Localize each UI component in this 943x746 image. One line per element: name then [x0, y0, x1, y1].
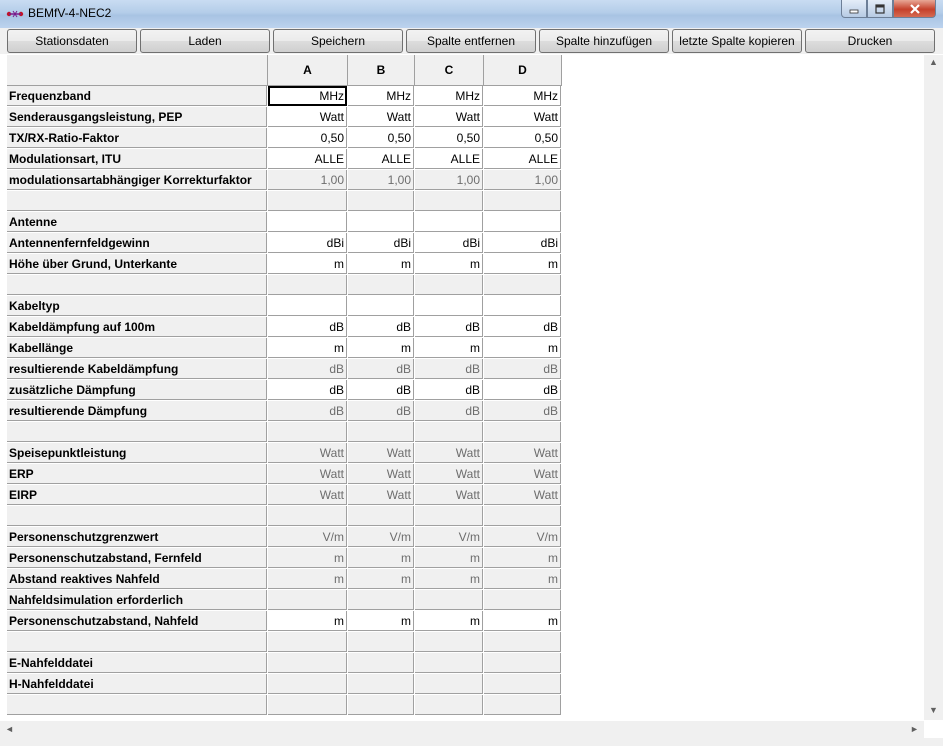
cell-d: V/m	[484, 527, 561, 547]
cell-c[interactable]: ALLE	[415, 149, 483, 169]
cell-b	[348, 674, 414, 694]
cell-d[interactable]: dB	[484, 317, 561, 337]
cell-d[interactable]	[484, 212, 561, 232]
cell-a: m	[268, 548, 347, 568]
cell-d[interactable]: ALLE	[484, 149, 561, 169]
cell-c[interactable]: m	[415, 338, 483, 358]
cell-b: Watt	[348, 443, 414, 463]
maximize-icon	[875, 4, 885, 14]
row-label: Abstand reaktives Nahfeld	[7, 569, 267, 589]
title-bar	[0, 0, 943, 28]
cell-d	[484, 695, 561, 715]
cell-d	[484, 422, 561, 442]
cell-a	[268, 695, 347, 715]
letzte-spalte-kopieren-button[interactable]: letzte Spalte kopieren	[672, 29, 802, 53]
cell-c[interactable]: 0,50	[415, 128, 483, 148]
row-label	[7, 632, 267, 652]
row-label	[7, 191, 267, 211]
row-label: resultierende Kabeldämpfung	[7, 359, 267, 379]
cell-a[interactable]: m	[268, 254, 347, 274]
laden-button[interactable]: Laden	[140, 29, 270, 53]
row-label	[7, 695, 267, 715]
cell-c	[415, 674, 483, 694]
cell-b[interactable]: MHz	[348, 86, 414, 106]
speichern-button[interactable]: Speichern	[273, 29, 403, 53]
row-label	[7, 275, 267, 295]
cell-c	[415, 632, 483, 652]
cell-b: m	[348, 569, 414, 589]
cell-d[interactable]: MHz	[484, 86, 561, 106]
row-label: Antenne	[7, 212, 267, 232]
cell-b: Watt	[348, 464, 414, 484]
vertical-scrollbar[interactable]	[924, 55, 943, 720]
cell-a[interactable]: dB	[268, 380, 347, 400]
cell-d[interactable]: 0,50	[484, 128, 561, 148]
cell-c: Watt	[415, 485, 483, 505]
data-grid-area	[0, 54, 943, 746]
cell-b: 1,00	[348, 170, 414, 190]
column-header-c[interactable]: C	[415, 55, 484, 86]
cell-a	[268, 674, 347, 694]
row-label: H-Nahfelddatei	[7, 674, 267, 694]
cell-a[interactable]: m	[268, 338, 347, 358]
cell-c: dB	[415, 401, 483, 421]
cell-a	[268, 506, 347, 526]
cell-a	[268, 590, 347, 610]
cell-c[interactable]: m	[415, 254, 483, 274]
cell-b[interactable]	[348, 212, 414, 232]
cell-b[interactable]: m	[348, 338, 414, 358]
cell-d[interactable]: dB	[484, 380, 561, 400]
cell-b[interactable]: dB	[348, 317, 414, 337]
cell-a: 1,00	[268, 170, 347, 190]
cell-b[interactable]: Watt	[348, 107, 414, 127]
cell-d[interactable]: m	[484, 254, 561, 274]
cell-b	[348, 275, 414, 295]
cell-b[interactable]: ALLE	[348, 149, 414, 169]
cell-a: Watt	[268, 485, 347, 505]
cell-d: m	[484, 548, 561, 568]
row-label: TX/RX-Ratio-Faktor	[7, 128, 267, 148]
cell-c[interactable]: MHz	[415, 86, 483, 106]
cell-b[interactable]: m	[348, 611, 414, 631]
cell-b: m	[348, 548, 414, 568]
column-header-b[interactable]: B	[348, 55, 415, 86]
row-label: Modulationsart, ITU	[7, 149, 267, 169]
cell-c: V/m	[415, 527, 483, 547]
toolbar	[0, 28, 943, 54]
minimize-button[interactable]	[841, 0, 867, 18]
cell-d	[484, 191, 561, 211]
cell-d[interactable]: Watt	[484, 107, 561, 127]
cell-c: m	[415, 548, 483, 568]
cell-a	[268, 632, 347, 652]
cell-d: Watt	[484, 443, 561, 463]
scroll-down-icon[interactable]: ▼	[929, 705, 938, 715]
spalte-hinzufuegen-button[interactable]: Spalte hinzufügen	[539, 29, 669, 53]
row-label: Kabeltyp	[7, 296, 267, 316]
cell-a[interactable]: m	[268, 611, 347, 631]
scroll-up-icon[interactable]: ▲	[929, 57, 938, 67]
cell-d[interactable]	[484, 296, 561, 316]
cell-c[interactable]: dBi	[415, 233, 483, 253]
cell-b[interactable]: dBi	[348, 233, 414, 253]
cell-c: dB	[415, 359, 483, 379]
row-label: Antennenfernfeldgewinn	[7, 233, 267, 253]
cell-a	[268, 191, 347, 211]
drucken-button[interactable]: Drucken	[805, 29, 935, 53]
app-icon	[6, 9, 24, 19]
window-title: BEMfV-4-NEC2	[28, 6, 112, 20]
cell-d[interactable]: m	[484, 338, 561, 358]
row-label: zusätzliche Dämpfung	[7, 380, 267, 400]
close-button[interactable]	[893, 0, 936, 18]
cell-b	[348, 191, 414, 211]
window-controls	[841, 0, 936, 19]
cell-a: dB	[268, 401, 347, 421]
cell-d[interactable]: m	[484, 611, 561, 631]
row-label: EIRP	[7, 485, 267, 505]
row-label: modulationsartabhängiger Korrekturfaktor	[7, 170, 267, 190]
row-label: E-Nahfelddatei	[7, 653, 267, 673]
cell-b[interactable]: m	[348, 254, 414, 274]
cell-d	[484, 632, 561, 652]
row-label: Personenschutzgrenzwert	[7, 527, 267, 547]
cell-a: Watt	[268, 464, 347, 484]
row-label	[7, 506, 267, 526]
cell-c[interactable]	[415, 212, 483, 232]
cell-d: dB	[484, 401, 561, 421]
cell-a: V/m	[268, 527, 347, 547]
cell-c: Watt	[415, 443, 483, 463]
close-icon	[909, 4, 921, 14]
cell-c[interactable]: dB	[415, 380, 483, 400]
cell-b	[348, 632, 414, 652]
row-label: Senderausgangsleistung, PEP	[7, 107, 267, 127]
cell-b: V/m	[348, 527, 414, 547]
row-label: resultierende Dämpfung	[7, 401, 267, 421]
row-label: Personenschutzabstand, Nahfeld	[7, 611, 267, 631]
row-label: ERP	[7, 464, 267, 484]
cell-b: Watt	[348, 485, 414, 505]
corner-header	[7, 55, 268, 86]
cell-c[interactable]: Watt	[415, 107, 483, 127]
cell-a[interactable]: dB	[268, 317, 347, 337]
cell-a	[268, 422, 347, 442]
cell-c: 1,00	[415, 170, 483, 190]
cell-c[interactable]: m	[415, 611, 483, 631]
cell-b: dB	[348, 401, 414, 421]
column-header-d[interactable]: D	[484, 55, 562, 86]
cell-b	[348, 653, 414, 673]
cell-c[interactable]: dB	[415, 317, 483, 337]
cell-a: m	[268, 569, 347, 589]
cell-b	[348, 422, 414, 442]
cell-a[interactable]: MHz	[268, 86, 347, 106]
cell-c: Watt	[415, 464, 483, 484]
cell-a[interactable]	[268, 212, 347, 232]
cell-c[interactable]	[415, 296, 483, 316]
column-header-a[interactable]: A	[268, 55, 348, 86]
row-label: Höhe über Grund, Unterkante	[7, 254, 267, 274]
cell-b	[348, 506, 414, 526]
horizontal-scrollbar[interactable]	[0, 721, 924, 738]
cell-a[interactable]: 0,50	[268, 128, 347, 148]
cell-a[interactable]	[268, 296, 347, 316]
row-label	[7, 422, 267, 442]
row-label: Personenschutzabstand, Fernfeld	[7, 548, 267, 568]
row-label: Nahfeldsimulation erforderlich	[7, 590, 267, 610]
cell-b[interactable]	[348, 296, 414, 316]
cell-d	[484, 275, 561, 295]
cell-b	[348, 695, 414, 715]
cell-d	[484, 590, 561, 610]
cell-c	[415, 191, 483, 211]
row-label: Kabellänge	[7, 338, 267, 358]
cell-c	[415, 422, 483, 442]
stationsdaten-button[interactable]: Stationsdaten	[7, 29, 137, 53]
cell-d	[484, 506, 561, 526]
cell-c	[415, 695, 483, 715]
cell-c	[415, 590, 483, 610]
cell-c	[415, 275, 483, 295]
cell-b: dB	[348, 359, 414, 379]
row-label: Speisepunktleistung	[7, 443, 267, 463]
cell-a: dB	[268, 359, 347, 379]
cell-d	[484, 674, 561, 694]
cell-c	[415, 653, 483, 673]
cell-a[interactable]: Watt	[268, 107, 347, 127]
cell-b	[348, 590, 414, 610]
cell-a	[268, 653, 347, 673]
cell-d: dB	[484, 359, 561, 379]
spalte-entfernen-button[interactable]: Spalte entfernen	[406, 29, 536, 53]
cell-a[interactable]: dBi	[268, 233, 347, 253]
cell-b[interactable]: dB	[348, 380, 414, 400]
cell-a: Watt	[268, 443, 347, 463]
status-strip	[0, 738, 943, 746]
scroll-left-icon[interactable]: ◄	[5, 724, 14, 734]
cell-d: 1,00	[484, 170, 561, 190]
cell-d[interactable]: dBi	[484, 233, 561, 253]
cell-c	[415, 506, 483, 526]
cell-c: m	[415, 569, 483, 589]
cell-d: Watt	[484, 485, 561, 505]
cell-a[interactable]: ALLE	[268, 149, 347, 169]
row-label: Frequenzband	[7, 86, 267, 106]
row-label: Kabeldämpfung auf 100m	[7, 317, 267, 337]
cell-a	[268, 275, 347, 295]
minimize-icon	[849, 4, 859, 14]
cell-d: m	[484, 569, 561, 589]
cell-d	[484, 653, 561, 673]
cell-d: Watt	[484, 464, 561, 484]
maximize-button[interactable]	[867, 0, 893, 18]
scroll-right-icon[interactable]: ►	[910, 724, 919, 734]
cell-b[interactable]: 0,50	[348, 128, 414, 148]
